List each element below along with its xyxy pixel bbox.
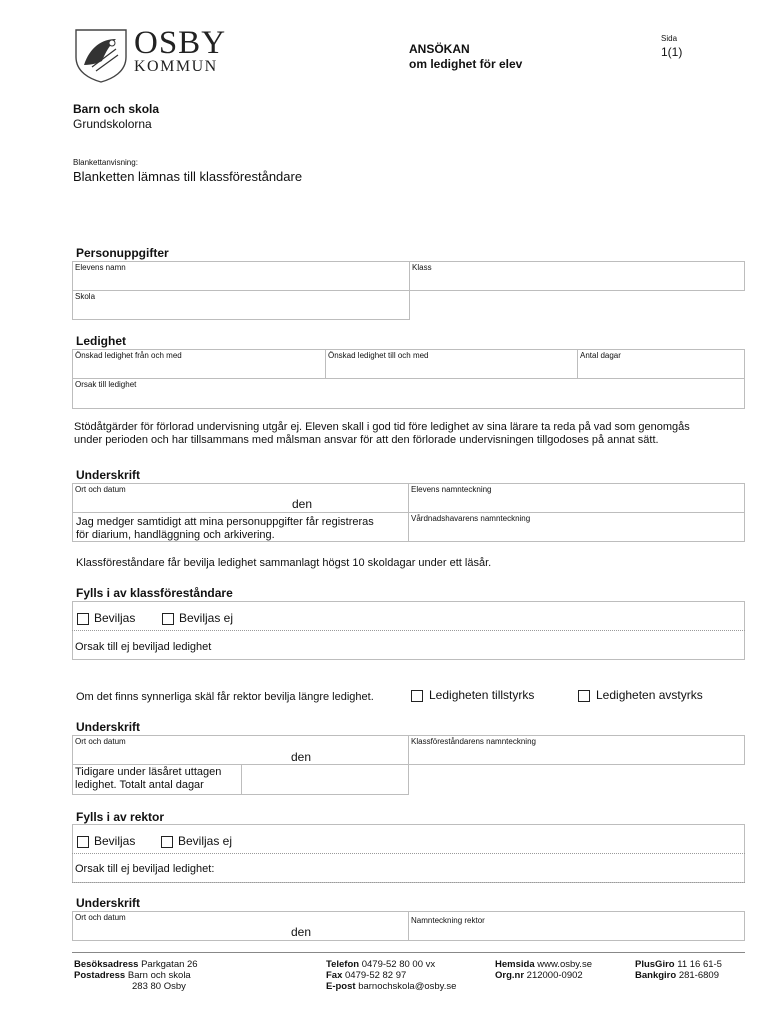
- phone-label: Telefon: [326, 959, 360, 970]
- notice-line-1: Stödåtgärder för förlorad undervisning utgår ej. Eleven skall i god tid före ledighet av sina lärare ta reda på vad som genomgås: [74, 421, 690, 433]
- personal-heading: Personuppgifter: [76, 246, 169, 260]
- principal-deny-reason-label: Orsak till ej beviljad ledighet:: [75, 863, 215, 875]
- teacher-signature-field[interactable]: [411, 737, 741, 763]
- phone-value: 0479-52 80 00 vx: [361, 959, 436, 970]
- footer-address: [74, 959, 198, 992]
- consent-line-2: för diarium, handläggning och arkivering.: [76, 529, 275, 541]
- class-field[interactable]: [412, 263, 740, 289]
- postal-label: Postadress: [74, 970, 126, 981]
- place-date-field-3[interactable]: [75, 913, 405, 939]
- fax-value: 0479-52 82 97: [345, 970, 407, 981]
- logo-main-text: OSBY: [134, 25, 227, 61]
- department-unit: Grundskolorna: [73, 117, 152, 131]
- footer-contact: [326, 959, 456, 992]
- signature-heading-3: Underskrift: [76, 896, 141, 910]
- class-label: Klass: [412, 263, 432, 272]
- previous-leave-line-2: ledighet. Totalt antal dagar: [75, 779, 204, 791]
- limit-notice: Klassföreståndare får bevilja ledighet sammanlagt högst 10 skoldagar under ett läsår.: [76, 557, 492, 569]
- teacher-heading: Fylls i av klassföreståndare: [76, 586, 233, 600]
- leave-reason-label: Orsak till ledighet: [75, 380, 137, 389]
- teacher-approve-label: Beviljas: [94, 611, 136, 625]
- teacher-signature-label: Klassföreståndarens namnteckning: [411, 737, 536, 746]
- principal-approve-checkbox[interactable]: [77, 836, 89, 848]
- document-title: ANSÖKAN: [409, 42, 470, 56]
- leave-from-field[interactable]: [75, 351, 321, 376]
- logo-sub-text: KOMMUN: [134, 58, 218, 75]
- special-reason-text: Om det finns synnerliga skäl får rektor bevilja längre ledighet.: [76, 691, 374, 703]
- student-signature-field[interactable]: [411, 485, 741, 510]
- principal-deny-checkbox[interactable]: [161, 836, 173, 848]
- instructions-text: Blanketten lämnas till klassföreståndare: [73, 169, 303, 184]
- principal-deny-reason-field[interactable]: [75, 855, 740, 881]
- recommend-checkbox[interactable]: [411, 690, 423, 702]
- principal-approve-label: Beviljas: [94, 834, 136, 848]
- previous-leave-label: [75, 766, 221, 792]
- leave-days-field[interactable]: [580, 351, 740, 376]
- leave-to-field[interactable]: [328, 351, 574, 376]
- place-date-field-1[interactable]: [75, 485, 405, 510]
- den-label: den: [292, 497, 313, 511]
- page-label: Sida: [661, 34, 678, 43]
- teacher-deny-reason-label: Orsak till ej beviljad ledighet: [75, 641, 212, 653]
- leave-to-label: Önskad ledighet till och med: [328, 351, 429, 360]
- guardian-signature-label: Vårdnadshavarens namnteckning: [411, 514, 531, 523]
- consent-line-1: Jag medger samtidigt att mina personuppgifter får registreras: [76, 516, 374, 528]
- not-recommend-label: Ledigheten avstyrks: [596, 688, 703, 702]
- den-label: den: [291, 750, 312, 764]
- postal-value: Barn och skola: [127, 970, 191, 981]
- place-date-field-2[interactable]: [75, 737, 405, 763]
- coat-of-arms-logo: [72, 27, 130, 83]
- leave-days-label: Antal dagar: [580, 351, 621, 360]
- signature-heading-1: Underskrift: [76, 468, 141, 482]
- principal-signature-label: Namnteckning rektor: [411, 916, 485, 925]
- leave-from-label: Önskad ledighet från och med: [75, 351, 182, 360]
- visit-label: Besöksadress: [74, 959, 139, 970]
- org-value: 212000-0902: [526, 970, 583, 981]
- footer-divider: [72, 952, 745, 953]
- not-recommend-checkbox[interactable]: [578, 690, 590, 702]
- fax-label: Fax: [326, 970, 343, 981]
- den-label: den: [291, 925, 312, 939]
- visit-value: Parkgatan 26: [141, 959, 198, 970]
- teacher-deny-label: Beviljas ej: [179, 611, 234, 625]
- signature-heading-2: Underskrift: [76, 720, 141, 734]
- notice-line-2: under perioden och har tillsammans med målsman ansvar för att den förlorade undervisningen tillgodoses på annat sätt.: [74, 434, 659, 446]
- previous-leave-days-field[interactable]: [244, 766, 406, 793]
- leave-reason-field[interactable]: [75, 380, 740, 407]
- student-name-field[interactable]: [75, 263, 405, 289]
- plusgiro-label: PlusGiro: [635, 959, 675, 970]
- school-label: Skola: [75, 292, 96, 301]
- page-number: 1(1): [661, 45, 683, 59]
- place-date-label: Ort och datum: [75, 913, 126, 922]
- guardian-signature-field[interactable]: [411, 514, 741, 540]
- principal-heading: Fylls i av rektor: [76, 810, 165, 824]
- plusgiro-value: 11 16 61-5: [677, 959, 722, 970]
- department-name: Barn och skola: [73, 102, 160, 116]
- bankgiro-value: 281-6809: [678, 970, 719, 981]
- email-label: E-post: [326, 981, 356, 992]
- email-link[interactable]: barnochskola@osby.se: [358, 981, 457, 992]
- org-label: Org.nr: [495, 970, 525, 981]
- footer-web: [495, 959, 592, 981]
- student-signature-label: Elevens namnteckning: [411, 485, 492, 494]
- instructions-label: Blankettanvisning:: [73, 158, 138, 167]
- student-name-label: Elevens namn: [75, 263, 126, 272]
- principal-deny-label: Beviljas ej: [178, 834, 233, 848]
- previous-leave-line-1: Tidigare under läsåret uttagen: [75, 766, 222, 778]
- footer-payment: [635, 959, 722, 981]
- teacher-deny-reason-field[interactable]: [75, 632, 740, 658]
- place-date-label: Ort och datum: [75, 737, 126, 746]
- teacher-deny-checkbox[interactable]: [162, 613, 174, 625]
- leave-heading: Ledighet: [76, 334, 126, 348]
- web-label: Hemsida: [495, 959, 535, 970]
- web-link[interactable]: www.osby.se: [537, 959, 592, 970]
- recommend-label: Ledigheten tillstyrks: [429, 688, 535, 702]
- teacher-approve-checkbox[interactable]: [77, 613, 89, 625]
- school-field[interactable]: [75, 292, 405, 318]
- place-date-label: Ort och datum: [75, 485, 126, 494]
- bankgiro-label: Bankgiro: [635, 970, 677, 981]
- postal-code: 283 80 Osby: [132, 981, 186, 992]
- consent-text: [76, 516, 374, 542]
- document-subtitle: om ledighet för elev: [409, 57, 523, 71]
- principal-signature-field[interactable]: [411, 913, 741, 939]
